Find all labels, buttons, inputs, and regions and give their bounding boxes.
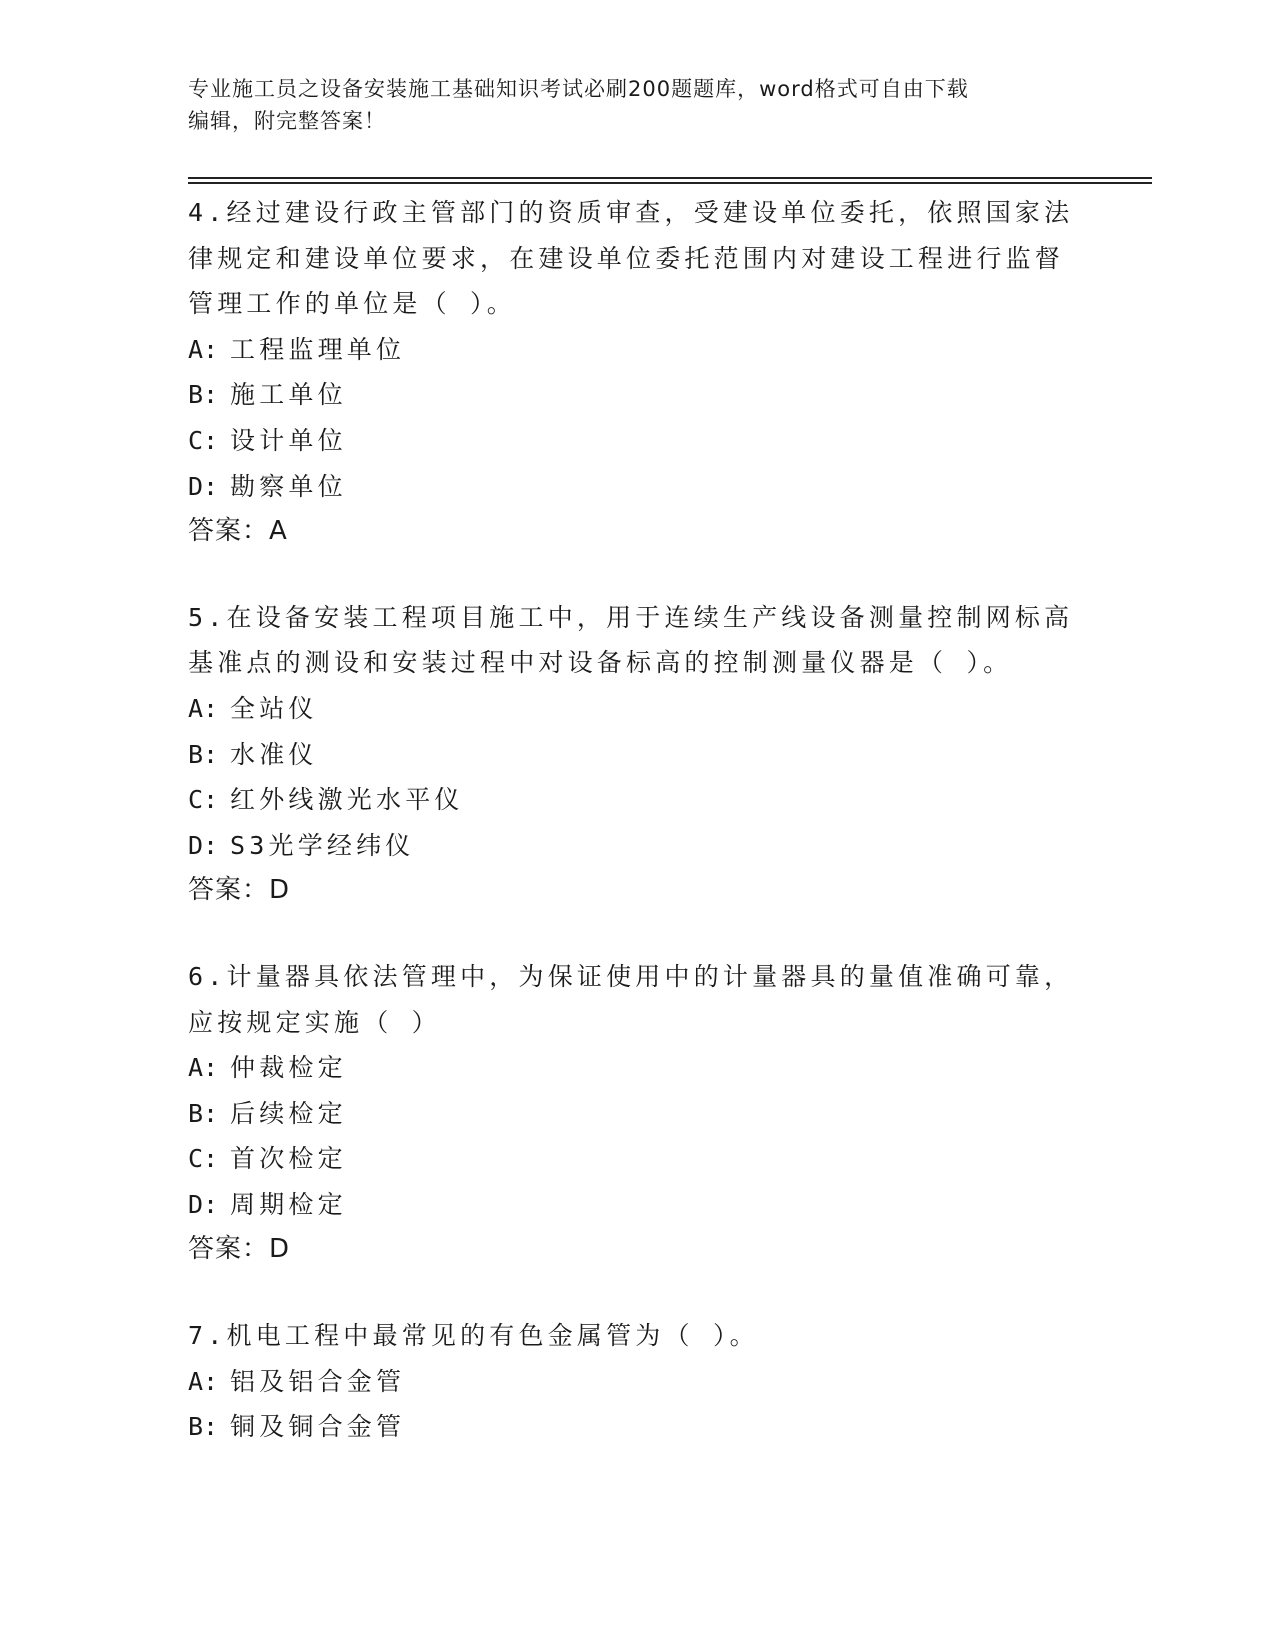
header-divider-top	[188, 177, 1152, 179]
option-a	[188, 327, 1088, 373]
answer-line: 答案：D	[188, 875, 291, 906]
option-letter: A:	[188, 693, 219, 723]
option-text: 工程监理单位	[230, 334, 406, 364]
option-a	[188, 1045, 1088, 1091]
option-c	[188, 777, 1088, 823]
option-b	[188, 1404, 1088, 1450]
option-text: 红外线激光水平仪	[230, 785, 464, 815]
question-7	[188, 1313, 1088, 1450]
option-letter: A:	[188, 334, 219, 364]
option-letter: A:	[188, 1053, 219, 1083]
option-d	[188, 1182, 1088, 1228]
question-stem: 5.在设备安装工程项目施工中，用于连续生产线设备测量控制网标高基准点的测设和安装过程中对设备标高的控制测量仪器是（ ）。	[188, 602, 1074, 678]
option-letter: C:	[188, 1144, 219, 1174]
option-text: 后续检定	[230, 1098, 347, 1128]
option-letter: C:	[188, 425, 219, 455]
option-text: 施工单位	[230, 380, 347, 410]
option-letter: B:	[188, 380, 219, 410]
option-letter: B:	[188, 739, 219, 769]
question-stem: 6.计量器具依法管理中，为保证使用中的计量器具的量值准确可靠，应按规定实施（ ）	[188, 961, 1074, 1037]
header-divider-bottom	[188, 182, 1152, 184]
option-text: 仲裁检定	[230, 1053, 347, 1083]
option-text: 铝及铝合金管	[230, 1366, 406, 1396]
option-text: 水准仪	[230, 739, 318, 769]
option-b	[188, 372, 1088, 418]
answer-line: 答案：D	[188, 1234, 291, 1265]
option-d	[188, 464, 1088, 510]
question-list	[188, 190, 1088, 1490]
option-b	[188, 1091, 1088, 1137]
question-4	[188, 190, 1088, 555]
option-a	[188, 686, 1088, 732]
question-6	[188, 954, 1088, 1273]
document-header	[188, 73, 1068, 137]
question-5	[188, 595, 1088, 914]
option-c	[188, 418, 1088, 464]
option-c	[188, 1136, 1088, 1182]
header-title-line-1: 专业施工员之设备安装施工基础知识考试必刷200题题库，word格式可自由下载	[188, 77, 969, 101]
option-text: 周期检定	[230, 1189, 347, 1219]
option-text: 设计单位	[230, 425, 347, 455]
question-stem: 4.经过建设行政主管部门的资质审查，受建设单位委托，依照国家法律规定和建设单位要求，在建设单位委托范围内对建设工程进行监督管理工作的单位是（ ）。	[188, 198, 1074, 319]
option-text: 首次检定	[230, 1144, 347, 1174]
question-stem: 7.机电工程中最常见的有色金属管为（ ）。	[188, 1321, 759, 1351]
option-text: 勘察单位	[230, 471, 347, 501]
option-d	[188, 823, 1088, 869]
option-letter: D:	[188, 1189, 219, 1219]
answer-line: 答案：A	[188, 516, 288, 547]
option-letter: B:	[188, 1098, 219, 1128]
option-text: 铜及铜合金管	[230, 1412, 406, 1442]
header-title-line-2: 编辑，附完整答案！	[188, 109, 386, 133]
option-text: S3光学经纬仪	[230, 830, 415, 860]
option-a	[188, 1359, 1088, 1405]
option-letter: D:	[188, 830, 219, 860]
option-text: 全站仪	[230, 693, 318, 723]
option-letter: D:	[188, 471, 219, 501]
option-letter: B:	[188, 1412, 219, 1442]
option-letter: A:	[188, 1366, 219, 1396]
option-letter: C:	[188, 785, 219, 815]
option-b	[188, 732, 1088, 778]
